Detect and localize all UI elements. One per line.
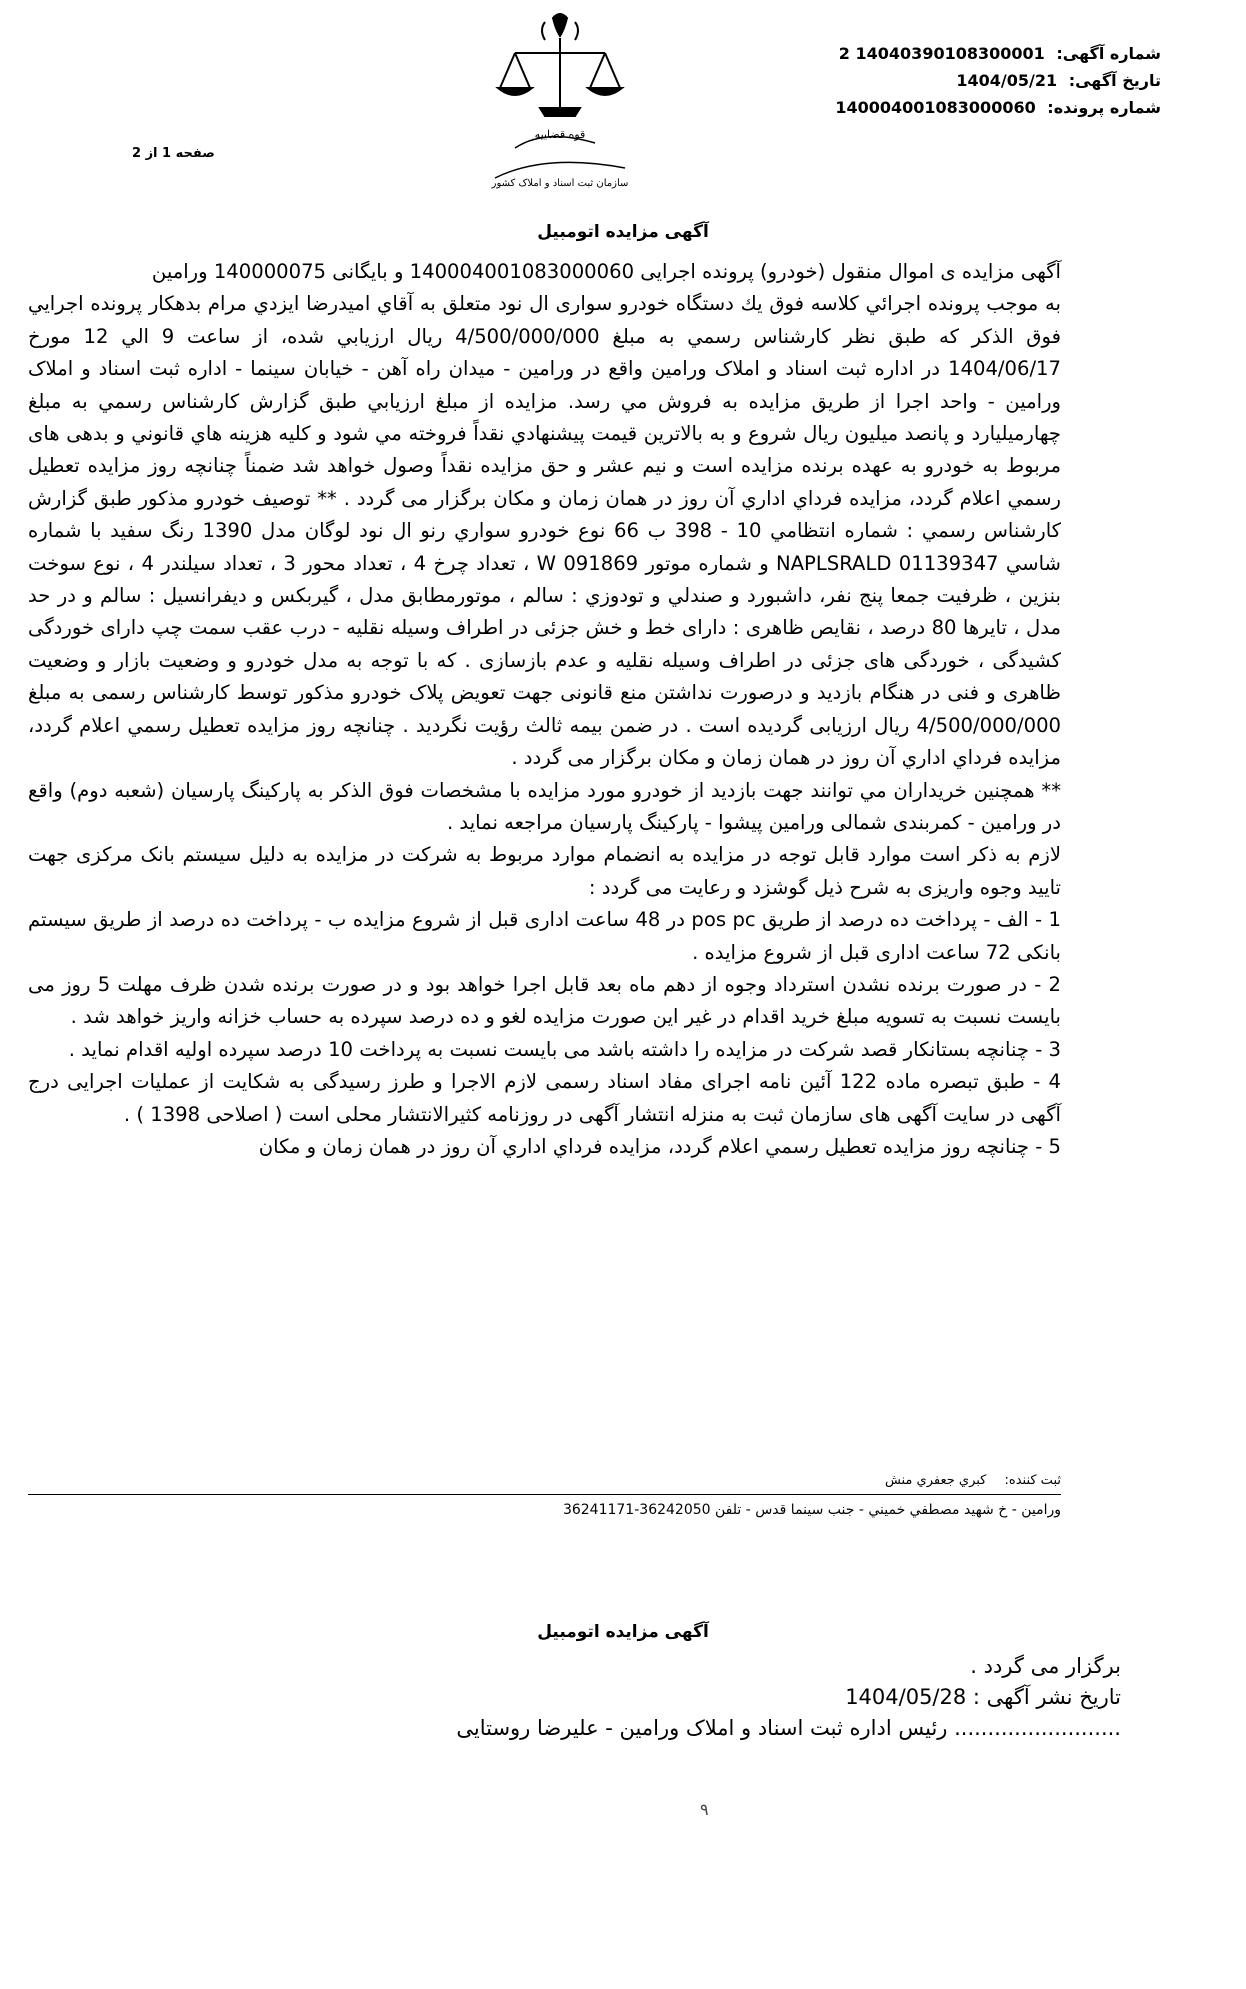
publish-date: 1404/05/28 (845, 1685, 967, 1709)
publish-date-label: تاریخ نشر آگهی : (972, 1685, 1121, 1709)
paragraph-item-2: 2 - در صورت برنده نشدن استرداد وجوه از دهم ماه بعد قابل اجرا خواهد بود و در صورت برنده شدن ظرف مهلت 5 روز می بایست نسبت به تسویه مبلغ خرید اقدام در غیر این صورت مزایده لغو و ده درصد سپرده به حساب خزانه واریز خواهد شد . (28, 972, 1061, 1029)
signature-line: ......................... رئیس اداره ثبت اسناد و املاک ورامین - علیرضا روستایی (456, 1716, 1121, 1740)
case-number-row (741, 94, 1161, 121)
paragraph-heading: آگهی مزایده ی اموال منقول (خودرو) پرونده اجرایی 140004001083000060 و بایگانی 140000075 ورامین (151, 260, 1061, 283)
office-address: ورامين - خ شهيد مصطفي خميني - جنب سينما قدس - تلفن 36242050-36241171 (562, 1502, 1061, 1518)
notice-date-row (741, 67, 1161, 94)
notice-title: آگهی مزایده اتومبیل (537, 222, 709, 242)
footer-divider (28, 1494, 1061, 1495)
page2-body (221, 1651, 1121, 1744)
publish-date-row (221, 1682, 1121, 1713)
paragraph-item-1: 1 - الف - پرداخت ده درصد از طریق pos pc در 48 ساعت اداری قبل از شروع مزایده ب - پرداخت ده درصد از طریق سیستم بانکی 72 ساعت اداری قبل از شروع مزایده . (28, 908, 1061, 964)
paragraph-item-4: 4 - طبق تبصره ماده 122 آئین نامه اجرای مفاد اسناد رسمی لازم الاجرا و طرز رسیدگی به شکایت از عملیات اجرایی درج آگهی در سایت آگهی های سازمان ثبت به منزله انتشار آگهی در روزنامه کثیرالانتشار محلی است ( اصلاحی 1398 ) . (28, 1070, 1062, 1126)
stray-mark: ٩ (700, 1800, 709, 1819)
registrar-name: كبري جعفري منش (884, 1473, 987, 1488)
registrar-label: ثبت كننده: (1004, 1473, 1061, 1488)
notice-meta (741, 40, 1161, 121)
paragraph-item-3: 3 - چنانچه بستانکار قصد شرکت در مزایده را داشته باشد می بایست نسبت به پرداخت 10 درصد سپرده اولیه اقدام نماید . (68, 1037, 1061, 1061)
paragraph-notes-intro: لازم به ذکر است موارد قابل توجه در مزایده به انضمام موارد مربوط به شرکت در مزایده به دلیل سیستم بانک مرکزی جهت تایید وجوه واریزی به شرح ذیل گوشزد و رعایت می گردد : (28, 843, 1061, 899)
case-number-label: شماره پرونده: (1047, 98, 1161, 117)
notice-date-label: تاریخ آگهی: (1068, 71, 1161, 90)
notice-body (28, 256, 1061, 1163)
notice-number-label: شماره آگهی: (1056, 44, 1161, 63)
notice-number: 14040390108300001 2 (838, 44, 1045, 63)
page-indicator: صفحه 1 از 2 (132, 146, 215, 161)
case-number: 140004001083000060 (835, 98, 1036, 117)
paragraph-main: به موجب پرونده اجرائي كلاسه فوق يك دستگاه خودرو سواری ال نود متعلق به آقاي اميدرضا ايزدي مرام بدهكار پرونده اجرايي فوق الذكر كه طبق نظر كارشناس رسمي به مبلغ 4/500/000/000 ريال ارزيابي شده، از ساعت 9 الي 12 مورخ 1404/06/17 در اداره ثبت اسناد و املاک ورامين واقع در ورامين - ميدان راه آهن - خيابان سينما - اداره ثبت اسناد و املاک ورامين - واحد اجرا از طريق مزايده به فروش مي رسد. مزايده از مبلغ ارزيابي طبق گزارش كارشناس رسمي به مبلغ چهارميليارد و پانصد ميليون ريال شروع و به بالاترين قيمت پيشنهادي نقداً فروخته مي شود و كليه هزينه هاي قانوني و بدهی های مربوط به خودرو به عهده برنده مزایده است و نیم عشر و حق مزایده نقداً وصول خواهد شد ضمناً چنانچه روز مزايده تعطيل رسمي اعلام گردد، مزايده فرداي اداري آن روز در همان زمان و مكان برگزار می گردد . ** توصیف خودرو مذكور طبق گزارش كارشناس رسمي : شماره انتظامي 10 - 398 ب 66 نوع خودرو سواري رنو ال نود لوگان مدل 1390 رنگ سفيد با شماره شاسي NAPLSRALD 01139347 و شماره موتور W 091869 ، تعداد چرخ 4 ، تعداد محور 3 ، تعداد سیلندر 4 ، نوع سوخت بنزين ، ظرفيت جمعا پنج نفر، داشبورد و صندلي و تودوزي : سالم ، موتورمطابق مدل ، گيربكس و ديفرانسيل : سالم و در حد مدل ، تايرها 80 درصد ، نقایص ظاهری : دارای خط و خش جزئی در اطراف وسیله نقلیه - درب عقب سمت چپ دارای خوردگی کشیدگی ، خوردگی های جزئی در اطراف وسیله نقلیه و عدم بازسازی . كه با توجه به مدل خودرو و وضعیت بازار و وضعیت ظاهری و فنی در هنگام بازدید و درصورت نداشتن منع قانونی جهت تعویض پلاک خودرو مذكور توسط کارشناس رسمی به مبلغ 4/500/000/000 ریال ارزیابی گردیده است . در ضمن بیمه ثالث رؤیت نگردید . چنانچه روز مزايده تعطيل رسمي اعلام گردد، مزايده فرداي اداري آن روز در همان زمان و مكان برگزار می گردد . (28, 292, 1062, 770)
paragraph-item-5: 5 - چنانچه روز مزایده تعطیل رسمي اعلام گردد، مزايده فرداي اداري آن روز در همان زمان و مكان (258, 1134, 1061, 1158)
paragraph-parking: ** همچنین خریداران مي توانند جهت بازدید از خودرو مورد مزایده با مشخصات فوق الذکر به پارکینگ پارسیان (شعبه دوم) واقع در ورامین - کمربندی شمالی ورامین پیشوا - پارکینگ پارسیان مراجعه نماید . (28, 778, 1061, 834)
svg-text:قوه قضاییه: قوه قضاییه (534, 128, 586, 141)
svg-text:سازمان ثبت اسناد و املاک کشور: سازمان ثبت اسناد و املاک کشور (491, 178, 629, 189)
page2-title: آگهی مزایده اتومبیل (537, 1622, 709, 1642)
notice-number-row (741, 40, 1161, 67)
page2-continuation: برگزار می گردد . (970, 1654, 1121, 1678)
notice-date: 1404/05/21 (956, 71, 1058, 90)
registrar (885, 1473, 1061, 1488)
judiciary-emblem-logo (485, 8, 635, 198)
